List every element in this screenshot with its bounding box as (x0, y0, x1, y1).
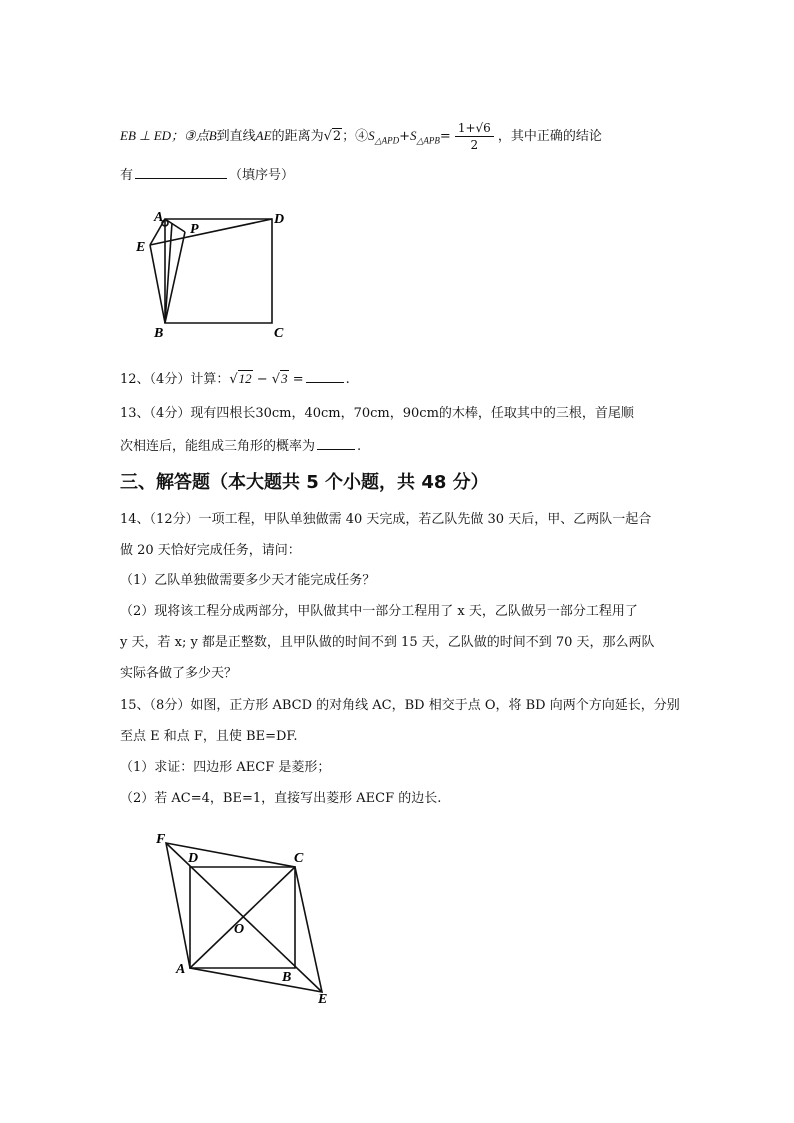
q11-square (165, 219, 272, 323)
q15-figure (150, 825, 340, 1010)
q11-seg-eb (150, 245, 165, 323)
q15-label-e: E (318, 992, 328, 1007)
q12-minus: − (256, 372, 268, 387)
q15-label-b: B (282, 970, 292, 985)
q11-frac-den: 2 (470, 138, 479, 152)
q11-label-d: D (274, 212, 285, 227)
q15-line4: （2）若 AC=4，BE=1，直接写出菱形 AECF 的边长. (120, 791, 442, 806)
q13-text: 次相连后，能组成三角形的概率为 (120, 439, 316, 454)
section-title: 三、解答题（本大题共 5 个小题，共 48 分） (120, 472, 489, 493)
q11-label-c: C (274, 326, 284, 341)
q11-s2: S (410, 128, 417, 143)
q14-line3: （1）乙队单独做需要多少天才能完成任务？ (120, 573, 376, 588)
q15-label-o: O (234, 922, 245, 937)
q15-line3: （1）求证：四边形 AECF 是菱形； (120, 760, 331, 775)
q12-line: 12、（4分）计算：√12 − √3 = . (120, 371, 350, 387)
q11-s1: S (368, 128, 375, 143)
q11-s2-sub: △APB (416, 135, 440, 146)
q15-diag-ac (190, 867, 295, 968)
q11-text-d: AE (255, 128, 272, 143)
q15-line1: 15、（8分）如图，正方形 ABCD 的对角线 AC，BD 相交于点 O，将 BD 向两个方向延长，分别 (120, 698, 680, 713)
q15-label-a: A (176, 962, 186, 977)
q14-line5: y 天，若 x; y 都是正整数，且甲队做的时间不到 15 天，乙队做的时间不到 70 天，那么两队 (120, 635, 655, 650)
q13-end: . (357, 439, 362, 454)
q12-end: . (345, 372, 350, 387)
q11-line2 (120, 166, 294, 185)
q14-line6: 实际各做了多少天？ (120, 666, 238, 681)
q11-label-b: B (154, 326, 164, 341)
q11-line1 (120, 120, 602, 153)
q13-answer-blank[interactable] (317, 437, 355, 450)
q12-rad1: 12 (238, 371, 252, 386)
q15-label-f: F (156, 832, 166, 847)
q11-answer-blank[interactable] (135, 166, 227, 179)
q14-line4: （2）现将该工程分成两部分，甲队做其中一部分工程用了 x 天，乙队做另一部分工程用了 (120, 604, 638, 619)
q11-label-p: P (190, 222, 199, 237)
q12-eq: = (292, 372, 304, 387)
q11-fill-hint: （填序号） (229, 168, 295, 183)
q11-label-e: E (136, 240, 146, 255)
q12-rad2: 3 (281, 371, 288, 386)
q11-frac-num: 1+√6 (455, 120, 494, 137)
q11-figure (130, 205, 300, 350)
q15-line2: 至点 E 和点 F，且使 BE=DF. (120, 729, 298, 744)
q14-line2: 做 20 天恰好完成任务，请问： (120, 543, 301, 558)
q11-sqrt-sign: √ (323, 129, 332, 144)
q13-line2 (120, 437, 361, 456)
q11-s1-sub: △APD (374, 135, 400, 146)
q11-text-e: 的距离为 (271, 129, 324, 144)
q11-text-h: ；④ (342, 129, 369, 144)
q11-text-c: 到直线 (216, 129, 256, 144)
q11-label-a: A (154, 210, 164, 225)
q11-fraction (455, 120, 494, 153)
q11-text-o: ，其中正确的结论 (497, 129, 602, 144)
q12-answer-blank[interactable] (306, 370, 344, 383)
q12-prefix: 12、（4分）计算： (120, 372, 230, 387)
q11-sqrt-arg: 2 (332, 129, 342, 144)
q15-label-d: D (188, 851, 199, 866)
q11-eq: = (439, 129, 451, 144)
q13-line1: 13、（4分）现有四根长30cm，40cm，70cm，90cm的木棒，任取其中的三根，首尾顺 (120, 406, 634, 421)
q11-you: 有 (120, 168, 134, 183)
q15-label-c: C (294, 851, 304, 866)
q11-text-b: B (208, 128, 217, 143)
q14-line1: 14、（12分）一项工程，甲队单独做需 40 天完成，若乙队先做 30 天后，甲、乙两队一起合 (120, 512, 652, 527)
q11-text-a: EB ⊥ ED；③点 (120, 128, 209, 143)
q11-plus: + (399, 129, 410, 144)
